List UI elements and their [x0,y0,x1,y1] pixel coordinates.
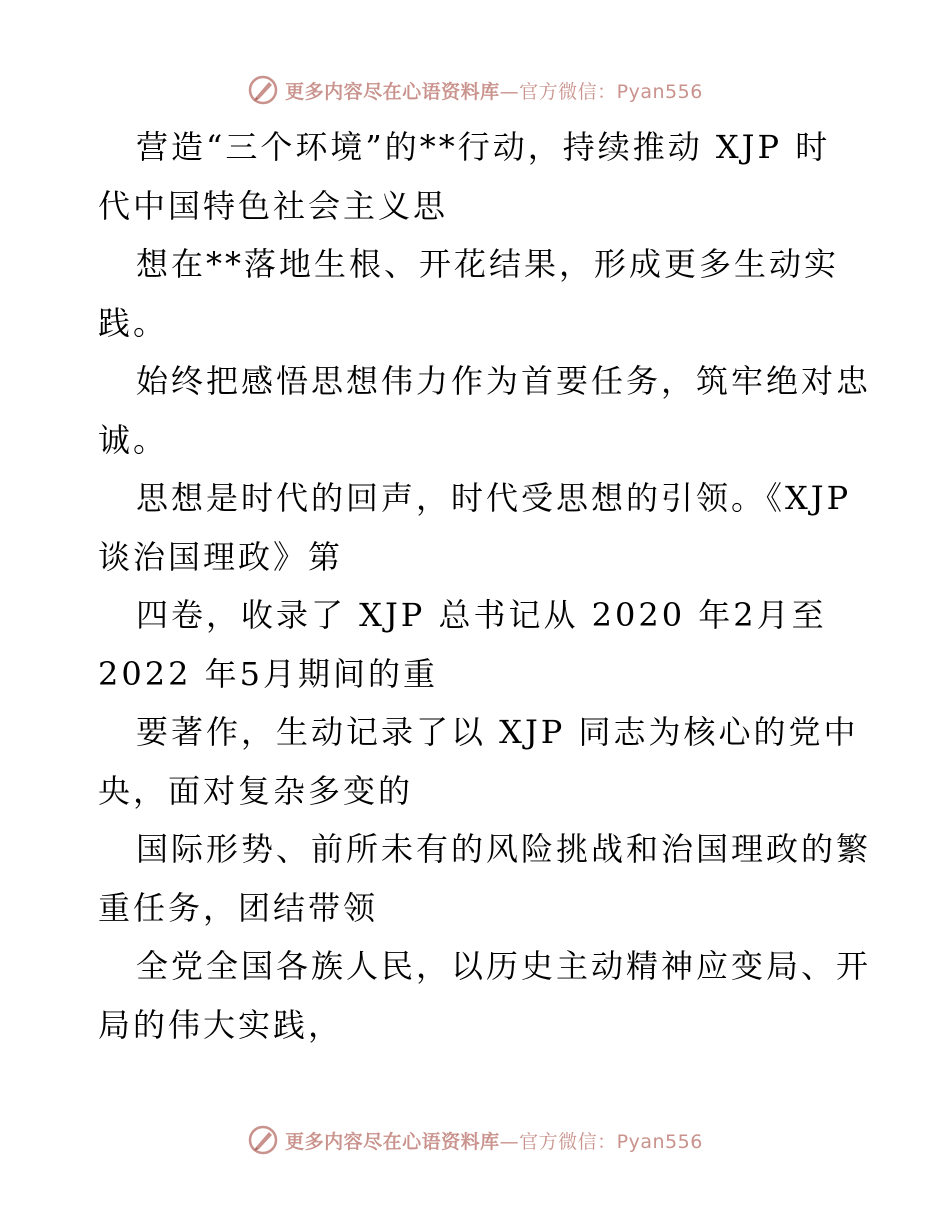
quill-pen-logo-icon [247,74,279,106]
header-banner [0,70,950,110]
body-line: 践。 [98,303,169,342]
body-line: 2022 年5月期间的重 [98,654,438,693]
body-line: 营造“三个环境”的**行动，持续推动 XJP 时 [136,128,831,166]
body-line: 谈治国理政》第 [98,537,344,576]
footer-dash: — [499,1130,520,1153]
footer-banner [0,1120,950,1160]
body-line: 央，面对复杂多变的 [98,771,414,810]
footer-contact-text: 官方微信：Pyan556 [519,1130,703,1153]
footer-banner-text [285,1127,703,1154]
body-line: 国际形势、前所未有的风险挑战和治国理政的繁 [136,830,872,868]
body-line: 要著作，生动记录了以 XJP 同志为核心的党中 [136,713,859,751]
header-banner-text [285,77,703,104]
header-contact-text: 官方微信：Pyan556 [519,80,703,103]
header-dash: — [499,80,520,103]
body-line: 思想是时代的回声，时代受思想的引领。《XJP [136,479,852,517]
body-line: 代中国特色社会主义思 [98,186,449,225]
quill-pen-logo-icon [247,1124,279,1156]
body-line: 想在**落地生根、开花结果，形成更多生动实 [136,245,840,283]
body-line: 重任务，团结带领 [98,888,379,927]
header-site-text: 更多内容尽在心语资料库 [285,80,500,103]
body-line: 全党全国各族人民，以历史主动精神应变局、开 [136,947,872,985]
document-body [98,118,898,1054]
body-line: 局的伟大实践， [98,1005,344,1044]
body-line: 诚。 [98,420,169,459]
body-line: 始终把感悟思想伟力作为首要任务，筑牢绝对忠 [136,362,872,400]
body-line: 四卷，收录了 XJP 总书记从 2020 年2月至 [136,596,827,634]
footer-site-text: 更多内容尽在心语资料库 [285,1130,500,1153]
